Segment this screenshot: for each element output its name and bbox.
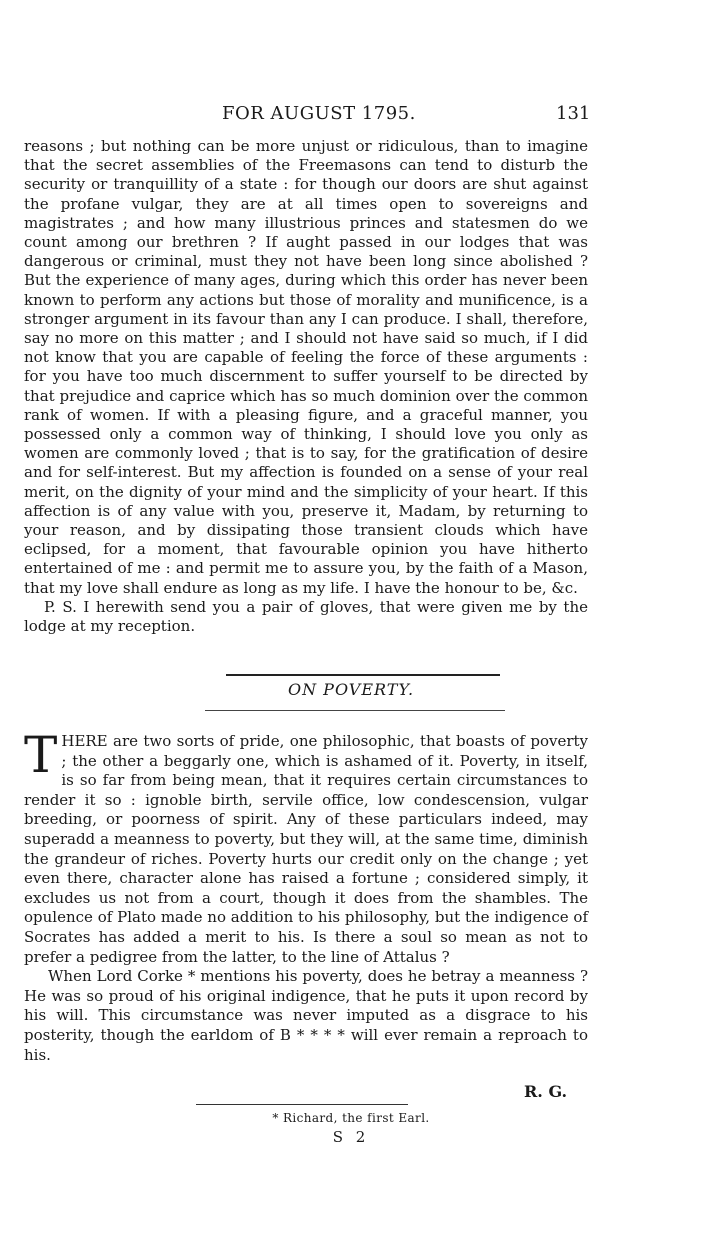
postscript: P. S. I herewith send you a pair of gloves, that were given me by the lodge at my reception.	[24, 597, 588, 636]
essay-paragraph	[24, 726, 588, 967]
letter-text	[24, 137, 588, 636]
section-divider	[226, 674, 500, 676]
drop-cap: T	[24, 726, 58, 784]
title-underline	[205, 710, 505, 711]
article-title: ON POVERTY.	[287, 680, 415, 699]
essay-paragraph: When Lord Corke * mentions his poverty, does he betray a meanness ? He was so proud of his original indigence, that he puts it upon record by his will. This circumstance was never imputed as a disgrace to his posterity, though the earldom of B * * * * will ever remain a reproach to his.	[24, 967, 588, 1064]
author-signature: R. G.	[524, 1082, 568, 1101]
running-head: FOR AUGUST 1795.	[222, 103, 416, 124]
page-header	[0, 103, 702, 133]
letter-paragraph: reasons ; but nothing can be more unjust or ridiculous, than to imagine that the secret assemblies of the Freemasons can tend to disturb the security or tranquillity of a state : for though our doors are shut against the profane vulgar, they are at all times open to sovereigns and magistrates ; and how many illustrious princes and statesmen do we count among our brethren ? If aught passed in our lodges that was dangerous or criminal, must they not have been long since abolished ? But the experience of many ages, during which this order has never been known to perform any actions but those of morality and munificence, is a stronger argument in its favour than any I can produce. I shall, therefore, say no more on this matter ; and I should not have said so much, if I did not know that you are capable of feeling the force of these arguments : for you have too much discernment to suffer yourself to be directed by that prejudice and caprice which has so much dominion over the common rank of women. If with a pleasing figure, and a graceful manner, you possessed only a common way of thinking, I should love you only as women are commonly loved ; that is to say, for the gratification of desire and for self-interest. But my affection is founded on a sense of your real merit, on the dignity of your mind and the simplicity of your heart. If this affection is of any value with you, preserve it, Madam, by returning to your reason, and by dissipating those transient clouds which have eclipsed, for a moment, that favourable opinion you have hitherto entertained of me : and permit me to assure you, by the faith of a Mason, that my love shall endure as long as my life. I have the honour to be, &c.	[24, 137, 588, 597]
page-number: 131	[556, 103, 591, 124]
essay-paragraph-text: HERE are two sorts of pride, one philosophic, that boasts of poverty ; the other a beggarly one, which is ashamed of it. Poverty, in itself, is so far from being mean, that it requires certain circumstances to render it so : ignoble birth, servile office, low condescension, vulgar breeding, or poorness of spirit. Any of these particulars indeed, may superadd a meanness to poverty, but they will, at the same time, diminish the grandeur of riches. Poverty hurts our credit only on the change ; yet even there, character alone has raised a fortune ; considered simply, it excludes us not from a court, though it does from the shambles. The opulence of Plato made no addition to his philosophy, but the indigence of Socrates has added a merit to his. Is there a soul so mean as not to prefer a pedigree from the latter, to the line of Attalus ?	[24, 732, 588, 966]
footnote-divider	[196, 1104, 408, 1105]
essay-text	[24, 726, 588, 1065]
footnote: * Richard, the first Earl.	[272, 1111, 430, 1125]
signature-mark: S 2	[332, 1128, 370, 1146]
